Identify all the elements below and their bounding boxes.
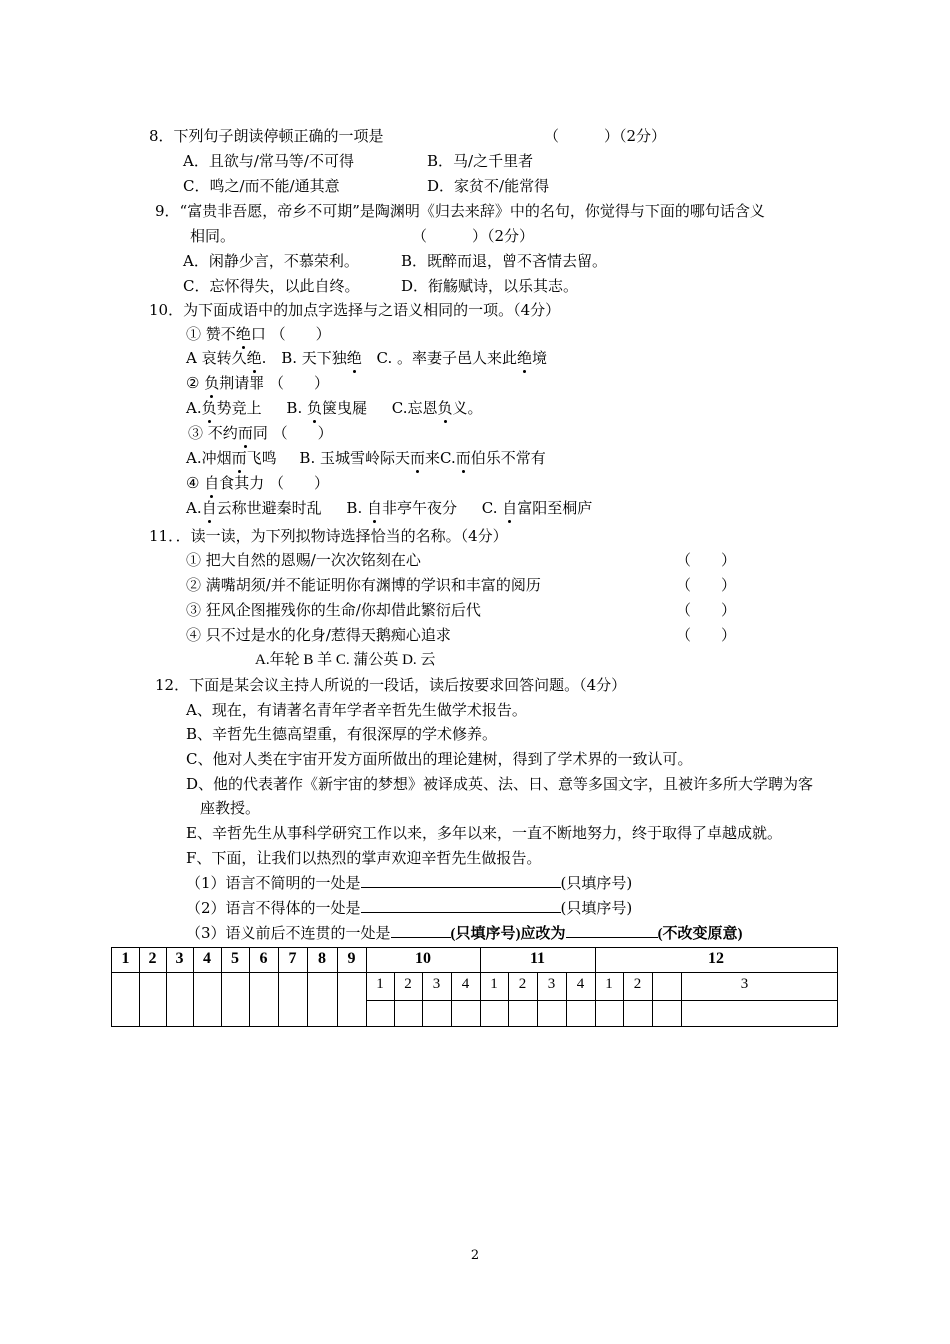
idiom-text: 荆请罪 （ ） bbox=[219, 374, 330, 392]
subq-label: 应改为 bbox=[520, 926, 566, 942]
grid-header-1: 1 bbox=[121, 950, 130, 967]
dotted-char: 自 bbox=[204, 474, 220, 492]
grid-sub-11-1: 1 bbox=[490, 976, 498, 992]
item-number: ③ bbox=[188, 424, 204, 442]
option-b-text: 来 bbox=[425, 449, 441, 467]
q9-option-d: D．衔觞赋诗，以乐其志。 bbox=[401, 277, 579, 295]
q11-line-1: ① 把大自然的恩赐/一次次铭刻在心 bbox=[186, 551, 421, 569]
option-c-text: 富阳至桐庐 bbox=[517, 499, 593, 517]
q10-item-4-options bbox=[186, 498, 592, 518]
q9-option-c: C．忘怀得失，以此自终。 bbox=[183, 277, 360, 295]
dotted-char: 负 bbox=[201, 399, 217, 417]
answer-grid bbox=[111, 947, 838, 1027]
grid-sub-12-2: 2 bbox=[633, 976, 642, 992]
grid-header-11: 11 bbox=[529, 950, 546, 967]
q12-sentence-f: F、下面，让我们以热烈的掌声欢迎辛哲先生做报告。 bbox=[186, 849, 542, 867]
q11-paren-3: （ ） bbox=[676, 601, 737, 619]
q9-option-b: B．既醉而退，曾不吝情去留。 bbox=[401, 252, 608, 270]
fill-note: (只填序号) bbox=[450, 926, 521, 942]
q8-option-a: A．且欲与/常马等/不可得 bbox=[183, 152, 354, 170]
grid-header-4: 4 bbox=[203, 950, 211, 967]
idiom-text: 口 （ ） bbox=[250, 325, 331, 343]
dotted-char: 自 bbox=[366, 499, 382, 517]
q12-subq-1 bbox=[186, 873, 632, 893]
fill-note: (只填序号) bbox=[560, 874, 633, 892]
dotted-char: 负 bbox=[437, 399, 453, 417]
grid-sub-10-2: 2 bbox=[404, 976, 412, 992]
idiom-text: 同 （ ） bbox=[252, 424, 333, 442]
dotted-char: 而 bbox=[409, 449, 425, 467]
option-a-text: A.冲烟 bbox=[186, 449, 232, 467]
idiom-text: 不约 bbox=[207, 424, 238, 442]
option-c-text: C. 。率妻子邑人来此 bbox=[376, 349, 518, 367]
option-c-text: 伯乐不常有 bbox=[470, 449, 546, 467]
page-number: 2 bbox=[470, 1248, 480, 1263]
q11-line-4: ④ 只不过是水的化身/惹得天鹅痴心追求 bbox=[186, 626, 451, 644]
grid-sub-11-2: 2 bbox=[518, 976, 527, 992]
grid-sub-12-3: 3 bbox=[740, 976, 749, 992]
option-c-text: C. bbox=[481, 499, 503, 517]
q10-item-2-options bbox=[186, 398, 483, 418]
q8-option-b: B．马/之千里者 bbox=[427, 152, 534, 170]
dotted-char: 绝 bbox=[346, 349, 362, 367]
q11-paren-4: （ ） bbox=[676, 626, 737, 644]
grid-header-7: 7 bbox=[288, 950, 297, 967]
grid-sub-10-4: 4 bbox=[461, 976, 470, 992]
dotted-char: 而 bbox=[231, 449, 247, 467]
q10-item-3-options bbox=[186, 448, 546, 468]
option-a-text: A. bbox=[186, 399, 202, 417]
q11-paren-1: （ ） bbox=[676, 551, 737, 569]
q9-stem-line2: 相同。 bbox=[190, 227, 236, 245]
option-c-text: 境 bbox=[532, 349, 548, 367]
dotted-char: 负 bbox=[306, 399, 322, 417]
option-a-text: 云称世避秦时乱 bbox=[216, 499, 322, 517]
dotted-char: 而 bbox=[237, 424, 253, 442]
answer-blank[interactable] bbox=[566, 923, 658, 938]
q12-subq-3 bbox=[186, 923, 743, 944]
grid-header-8: 8 bbox=[318, 950, 326, 967]
q11-paren-2: （ ） bbox=[676, 576, 737, 594]
grid-sub-10-3: 3 bbox=[432, 976, 441, 992]
answer-blank[interactable] bbox=[361, 898, 561, 913]
option-b-text: B. bbox=[286, 399, 307, 417]
grid-sub-10-1: 1 bbox=[376, 976, 384, 992]
option-b-text: B. bbox=[346, 499, 367, 517]
option-a-text: . bbox=[261, 349, 267, 367]
q11-line-2: ② 满嘴胡须/并不能证明你有渊博的学识和丰富的阅历 bbox=[186, 576, 541, 594]
q12-sentence-b: B、辛哲先生德高望重，有很深厚的学术修养。 bbox=[186, 725, 498, 743]
option-a-text: A. bbox=[186, 499, 202, 517]
q8-stem: 8．下列句子朗读停顿正确的一项是 bbox=[149, 127, 384, 145]
q12-sentence-a: A、现在，有请著名青年学者辛哲先生做学术报告。 bbox=[186, 701, 527, 719]
dotted-char: 而 bbox=[455, 449, 471, 467]
option-a-text: 飞鸣 bbox=[246, 449, 277, 467]
dotted-char: 绝 bbox=[517, 349, 533, 367]
option-a-text: A 哀转久 bbox=[186, 349, 247, 367]
option-c-text: 义。 bbox=[452, 399, 483, 417]
q9-stem-line1: 9．“富贵非吾愿，帝乡不可期”是陶渊明《归去来辞》中的名句，你觉得与下面的哪句话含义 bbox=[155, 202, 765, 220]
grid-header-6: 6 bbox=[259, 950, 268, 967]
q11-stem: 11．．读一读，为下列拟物诗选择恰当的名称。（4分） bbox=[149, 527, 508, 545]
grid-header-10: 10 bbox=[415, 950, 431, 967]
dotted-char: 负 bbox=[204, 374, 220, 392]
q9-option-a: A．闲静少言，不慕荣利。 bbox=[183, 252, 359, 270]
subq-label: （3）语义前后不连贯的一处是 bbox=[186, 924, 391, 942]
q12-sentence-d-line2: 座教授。 bbox=[200, 799, 261, 817]
grid-header-9: 9 bbox=[347, 950, 356, 967]
grid-header-12: 12 bbox=[708, 950, 724, 967]
q12-sentence-c: C、他对人类在宇宙开发方面所做出的理论建树，得到了学术界的一致认可。 bbox=[186, 750, 693, 768]
fill-note: (不改变原意) bbox=[657, 926, 743, 942]
q12-stem: 12．下面是某会议主持人所说的一段话，读后按要求回答问题。（4分） bbox=[155, 676, 627, 694]
grid-header-2: 2 bbox=[148, 950, 157, 967]
dotted-char: 自 bbox=[502, 499, 518, 517]
q10-item-3 bbox=[188, 423, 333, 443]
q12-subq-2 bbox=[186, 898, 632, 918]
idiom-text: 食其力 （ ） bbox=[219, 474, 330, 492]
q11-options: A.年轮 B 羊 C. 蒲公英 D. 云 bbox=[255, 652, 436, 668]
grid-row-divider bbox=[366, 1000, 837, 1001]
q10-item-2 bbox=[186, 373, 329, 393]
subq-label: （1）语言不简明的一处是 bbox=[186, 874, 361, 892]
option-b-text: 箧曳屣 bbox=[322, 399, 368, 417]
subq-label: （2）语言不得体的一处是 bbox=[186, 899, 361, 917]
q11-line-3: ③ 狂风企图摧残你的生命/你却借此繁衍后代 bbox=[186, 601, 481, 619]
grid-sub-11-3: 3 bbox=[547, 976, 556, 992]
q8-answer-paren: （ ）（2分） bbox=[544, 127, 667, 145]
grid-sub-12-1: 1 bbox=[605, 976, 613, 992]
q10-item-1-options bbox=[186, 348, 547, 368]
q12-sentence-d-line1: D、他的代表著作《新宇宙的梦想》被译成英、法、日、意等多国文字，且被许多所大学聘为客 bbox=[186, 775, 814, 793]
fill-note: (只填序号) bbox=[560, 899, 633, 917]
option-c-text: C.忘恩 bbox=[391, 399, 438, 417]
item-number: ① bbox=[186, 325, 202, 343]
grid-header-5: 5 bbox=[231, 950, 239, 967]
option-a-text: 势竞上 bbox=[216, 399, 262, 417]
q9-answer-paren: （ ）（2分） bbox=[412, 227, 535, 245]
q10-item-1 bbox=[186, 324, 331, 344]
option-c-text: C. bbox=[440, 449, 456, 467]
q8-option-c: C．鸣之/而不能/通其意 bbox=[183, 177, 340, 195]
option-b-text: B. 玉城雪岭际天 bbox=[299, 449, 410, 467]
grid-sub-11-4: 4 bbox=[576, 976, 585, 992]
idiom-text: 赞不 bbox=[205, 325, 236, 343]
item-number: ④ bbox=[186, 474, 200, 492]
answer-blank[interactable] bbox=[391, 923, 451, 938]
q10-item-4 bbox=[186, 473, 329, 493]
q10-stem: 10．为下面成语中的加点字选择与之语义相同的一项。（4分） bbox=[149, 301, 561, 319]
dotted-char: 绝 bbox=[246, 349, 262, 367]
option-b-text: 非亭午夜分 bbox=[382, 499, 458, 517]
dotted-char: 自 bbox=[201, 499, 217, 517]
q8-option-d: D．家贫不/能常得 bbox=[427, 177, 550, 195]
dotted-char: 绝 bbox=[235, 325, 251, 343]
q12-sentence-e: E、辛哲先生从事科学研究工作以来，多年以来，一直不断地努力，终于取得了卓越成就。 bbox=[186, 824, 782, 842]
item-number: ② bbox=[186, 374, 200, 392]
option-b-text: B. 天下独 bbox=[281, 349, 347, 367]
answer-blank[interactable] bbox=[361, 873, 561, 888]
grid-header-3: 3 bbox=[175, 950, 184, 967]
